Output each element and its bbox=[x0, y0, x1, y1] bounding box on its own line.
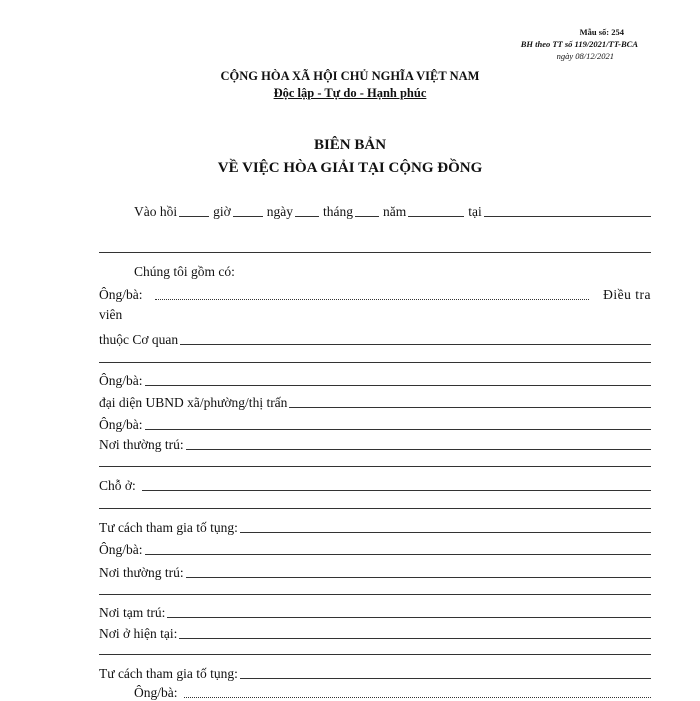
investigator-name-field[interactable] bbox=[155, 299, 590, 300]
form-basis: BH theo TT số 119/2021/TT-BCA bbox=[520, 39, 638, 49]
party2-residence-field[interactable] bbox=[186, 577, 651, 578]
thang-label: tháng bbox=[323, 204, 354, 219]
hour-field[interactable] bbox=[179, 216, 209, 217]
party2-name-field[interactable] bbox=[145, 554, 652, 555]
gio-label: giờ bbox=[213, 204, 231, 219]
party1-status-label: Tư cách tham gia tố tụng: bbox=[99, 520, 238, 535]
investigator-role-continuation: viên bbox=[99, 307, 123, 322]
party2-temp-row bbox=[99, 604, 651, 621]
place-field-continuation[interactable] bbox=[99, 252, 651, 253]
party1-current-field[interactable] bbox=[142, 490, 651, 491]
party1-residence-continuation[interactable] bbox=[99, 466, 651, 467]
form-code bbox=[521, 26, 638, 62]
commune-name-field[interactable] bbox=[289, 407, 651, 408]
party1-current-label: Chỗ ở: bbox=[99, 478, 136, 493]
investigator-name-label: Ông/bà: bbox=[99, 287, 143, 302]
commune-rep-role-row bbox=[99, 394, 651, 411]
party1-name-row bbox=[99, 416, 651, 433]
motto: Độc lập - Tự do - Hạnh phúc bbox=[273, 86, 427, 100]
party3-name-field[interactable] bbox=[184, 697, 652, 698]
ngay-label: ngày bbox=[266, 204, 294, 219]
party1-residence-field[interactable] bbox=[186, 449, 651, 450]
form-number: Mẫu số: 254 bbox=[579, 27, 624, 37]
document-title bbox=[0, 134, 700, 180]
party3-name-label: Ông/bà: bbox=[134, 685, 178, 700]
commune-rep-name-label: Ông/bà: bbox=[99, 373, 143, 388]
party2-current-row bbox=[99, 625, 651, 642]
party2-current-continuation[interactable] bbox=[99, 654, 651, 655]
party2-status-label: Tư cách tham gia tố tụng: bbox=[99, 666, 238, 681]
party2-residence-label: Nơi thường trú: bbox=[99, 565, 184, 580]
members-intro: Chúng tôi gồm có: bbox=[134, 264, 235, 279]
minute-field[interactable] bbox=[233, 216, 263, 217]
agency-label: thuộc Cơ quan bbox=[99, 332, 179, 347]
investigator-name-row bbox=[99, 286, 651, 303]
tai-label: tại bbox=[468, 204, 482, 219]
party2-residence-continuation[interactable] bbox=[99, 594, 651, 595]
party2-current-label: Nơi ở hiện tại: bbox=[99, 626, 178, 641]
party3-name-row bbox=[134, 684, 651, 701]
party1-status-row bbox=[99, 519, 651, 536]
year-field[interactable] bbox=[408, 216, 464, 217]
investigator-agency-row bbox=[99, 331, 651, 348]
title-line-2: VỀ VIỆC HÒA GIẢI TẠI CỘNG ĐỒNG bbox=[217, 160, 483, 176]
form-date: ngày 08/12/2021 bbox=[556, 51, 614, 61]
investigator-role-label: Điều tra bbox=[603, 287, 651, 302]
party2-name-row bbox=[99, 541, 651, 558]
party2-temp-label: Nơi tạm trú: bbox=[99, 605, 166, 620]
title-line-1: BIÊN BẢN bbox=[313, 137, 387, 153]
party2-current-field[interactable] bbox=[179, 638, 651, 639]
party1-status-field[interactable] bbox=[240, 532, 651, 533]
commune-rep-name-row bbox=[99, 372, 651, 389]
time-place-row bbox=[134, 203, 651, 220]
party2-status-field[interactable] bbox=[240, 678, 651, 679]
country-name: CỘNG HÒA XÃ HỘI CHỦ NGHĨA VIỆT NAM bbox=[220, 69, 480, 83]
party2-name-label: Ông/bà: bbox=[99, 542, 143, 557]
party2-residence-row bbox=[99, 564, 651, 581]
party1-residence-row bbox=[99, 436, 651, 453]
party1-name-label: Ông/bà: bbox=[99, 417, 143, 432]
vao-hoi-label: Vào hồi bbox=[134, 204, 178, 219]
nam-label: năm bbox=[383, 204, 407, 219]
day-field[interactable] bbox=[295, 216, 319, 217]
party2-temp-field[interactable] bbox=[167, 617, 651, 618]
national-header bbox=[0, 68, 700, 102]
commune-rep-name-field[interactable] bbox=[145, 385, 652, 386]
party1-current-continuation[interactable] bbox=[99, 508, 651, 509]
party1-residence-label: Nơi thường trú: bbox=[99, 437, 184, 452]
month-field[interactable] bbox=[355, 216, 379, 217]
party1-name-field[interactable] bbox=[145, 429, 652, 430]
commune-rep-role-label: đại diện UBND xã/phường/thị trấn bbox=[99, 395, 288, 410]
party2-status-row bbox=[99, 665, 651, 682]
place-field[interactable] bbox=[484, 216, 651, 217]
agency-field-continuation[interactable] bbox=[99, 362, 651, 363]
party1-current-row bbox=[99, 477, 651, 494]
agency-field[interactable] bbox=[180, 344, 651, 345]
